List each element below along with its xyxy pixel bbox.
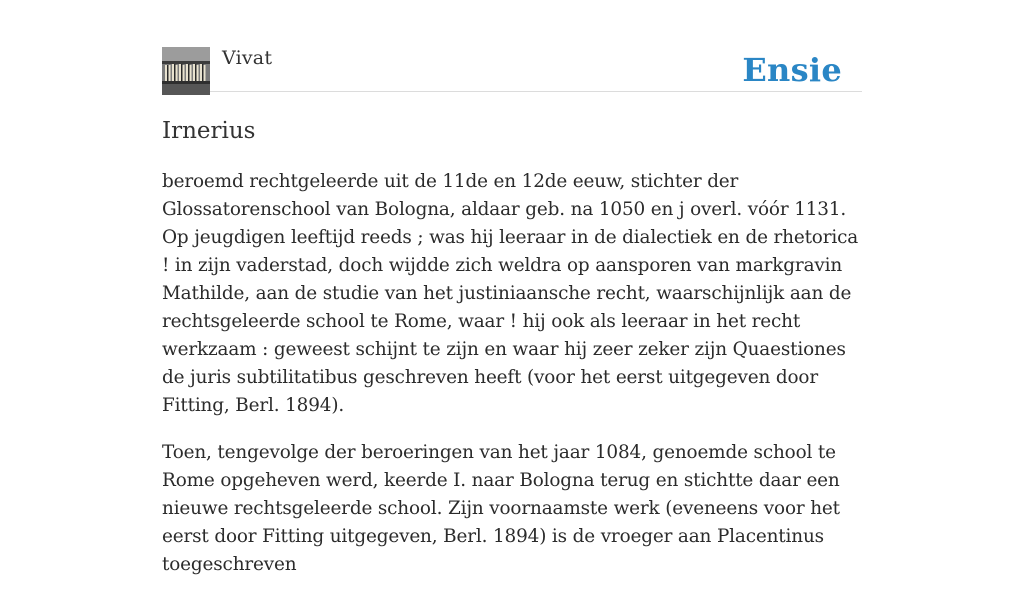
page <box>162 0 862 575</box>
bookshelf-icon <box>162 47 210 95</box>
article-body <box>162 168 862 598</box>
article-paragraph: beroemd rechtgeleerde uit de 11de en 12de eeuw, stichter der Glossatorenschool van Bologna, aldaar geb. na 1050 en j overl. vóór 1131. Op jeugdigen leeftijd reeds ; was hij leeraar in de dialectiek en de rhetorica ! in zijn vaderstad, doch wijdde zich weldra op aansporen van markgravin Mathilde, aan de studie van het justiniaansche recht, waarschijnlijk aan de rechtsgeleerde school te Rome, waar ! hij ook als leeraar in het recht werkzaam : geweest schijnt te zijn en waar hij zeer zeker zijn Quaestiones de juris subtilitatibus geschreven heeft (voor het eerst uitgegeven door Fitting, Berl. 1894). <box>162 171 859 416</box>
brand-logo[interactable]: Ensie <box>742 51 842 89</box>
author-avatar[interactable] <box>162 47 210 95</box>
article-title: Irnerius <box>162 118 256 144</box>
author-name[interactable]: Vivat <box>222 47 273 69</box>
header <box>162 0 862 92</box>
article-paragraph: Toen, tengevolge der beroeringen van het jaar 1084, genoemde school te Rome opgeheven werd, keerde I. naar Bologna terug en stichtte daar een nieuwe rechtsgeleerde school. Zijn voornaamste werk (eveneens voor het eerst door Fitting uitgegeven, Berl. 1894) is de vroeger aan Placentinus toegeschreven <box>162 442 840 575</box>
